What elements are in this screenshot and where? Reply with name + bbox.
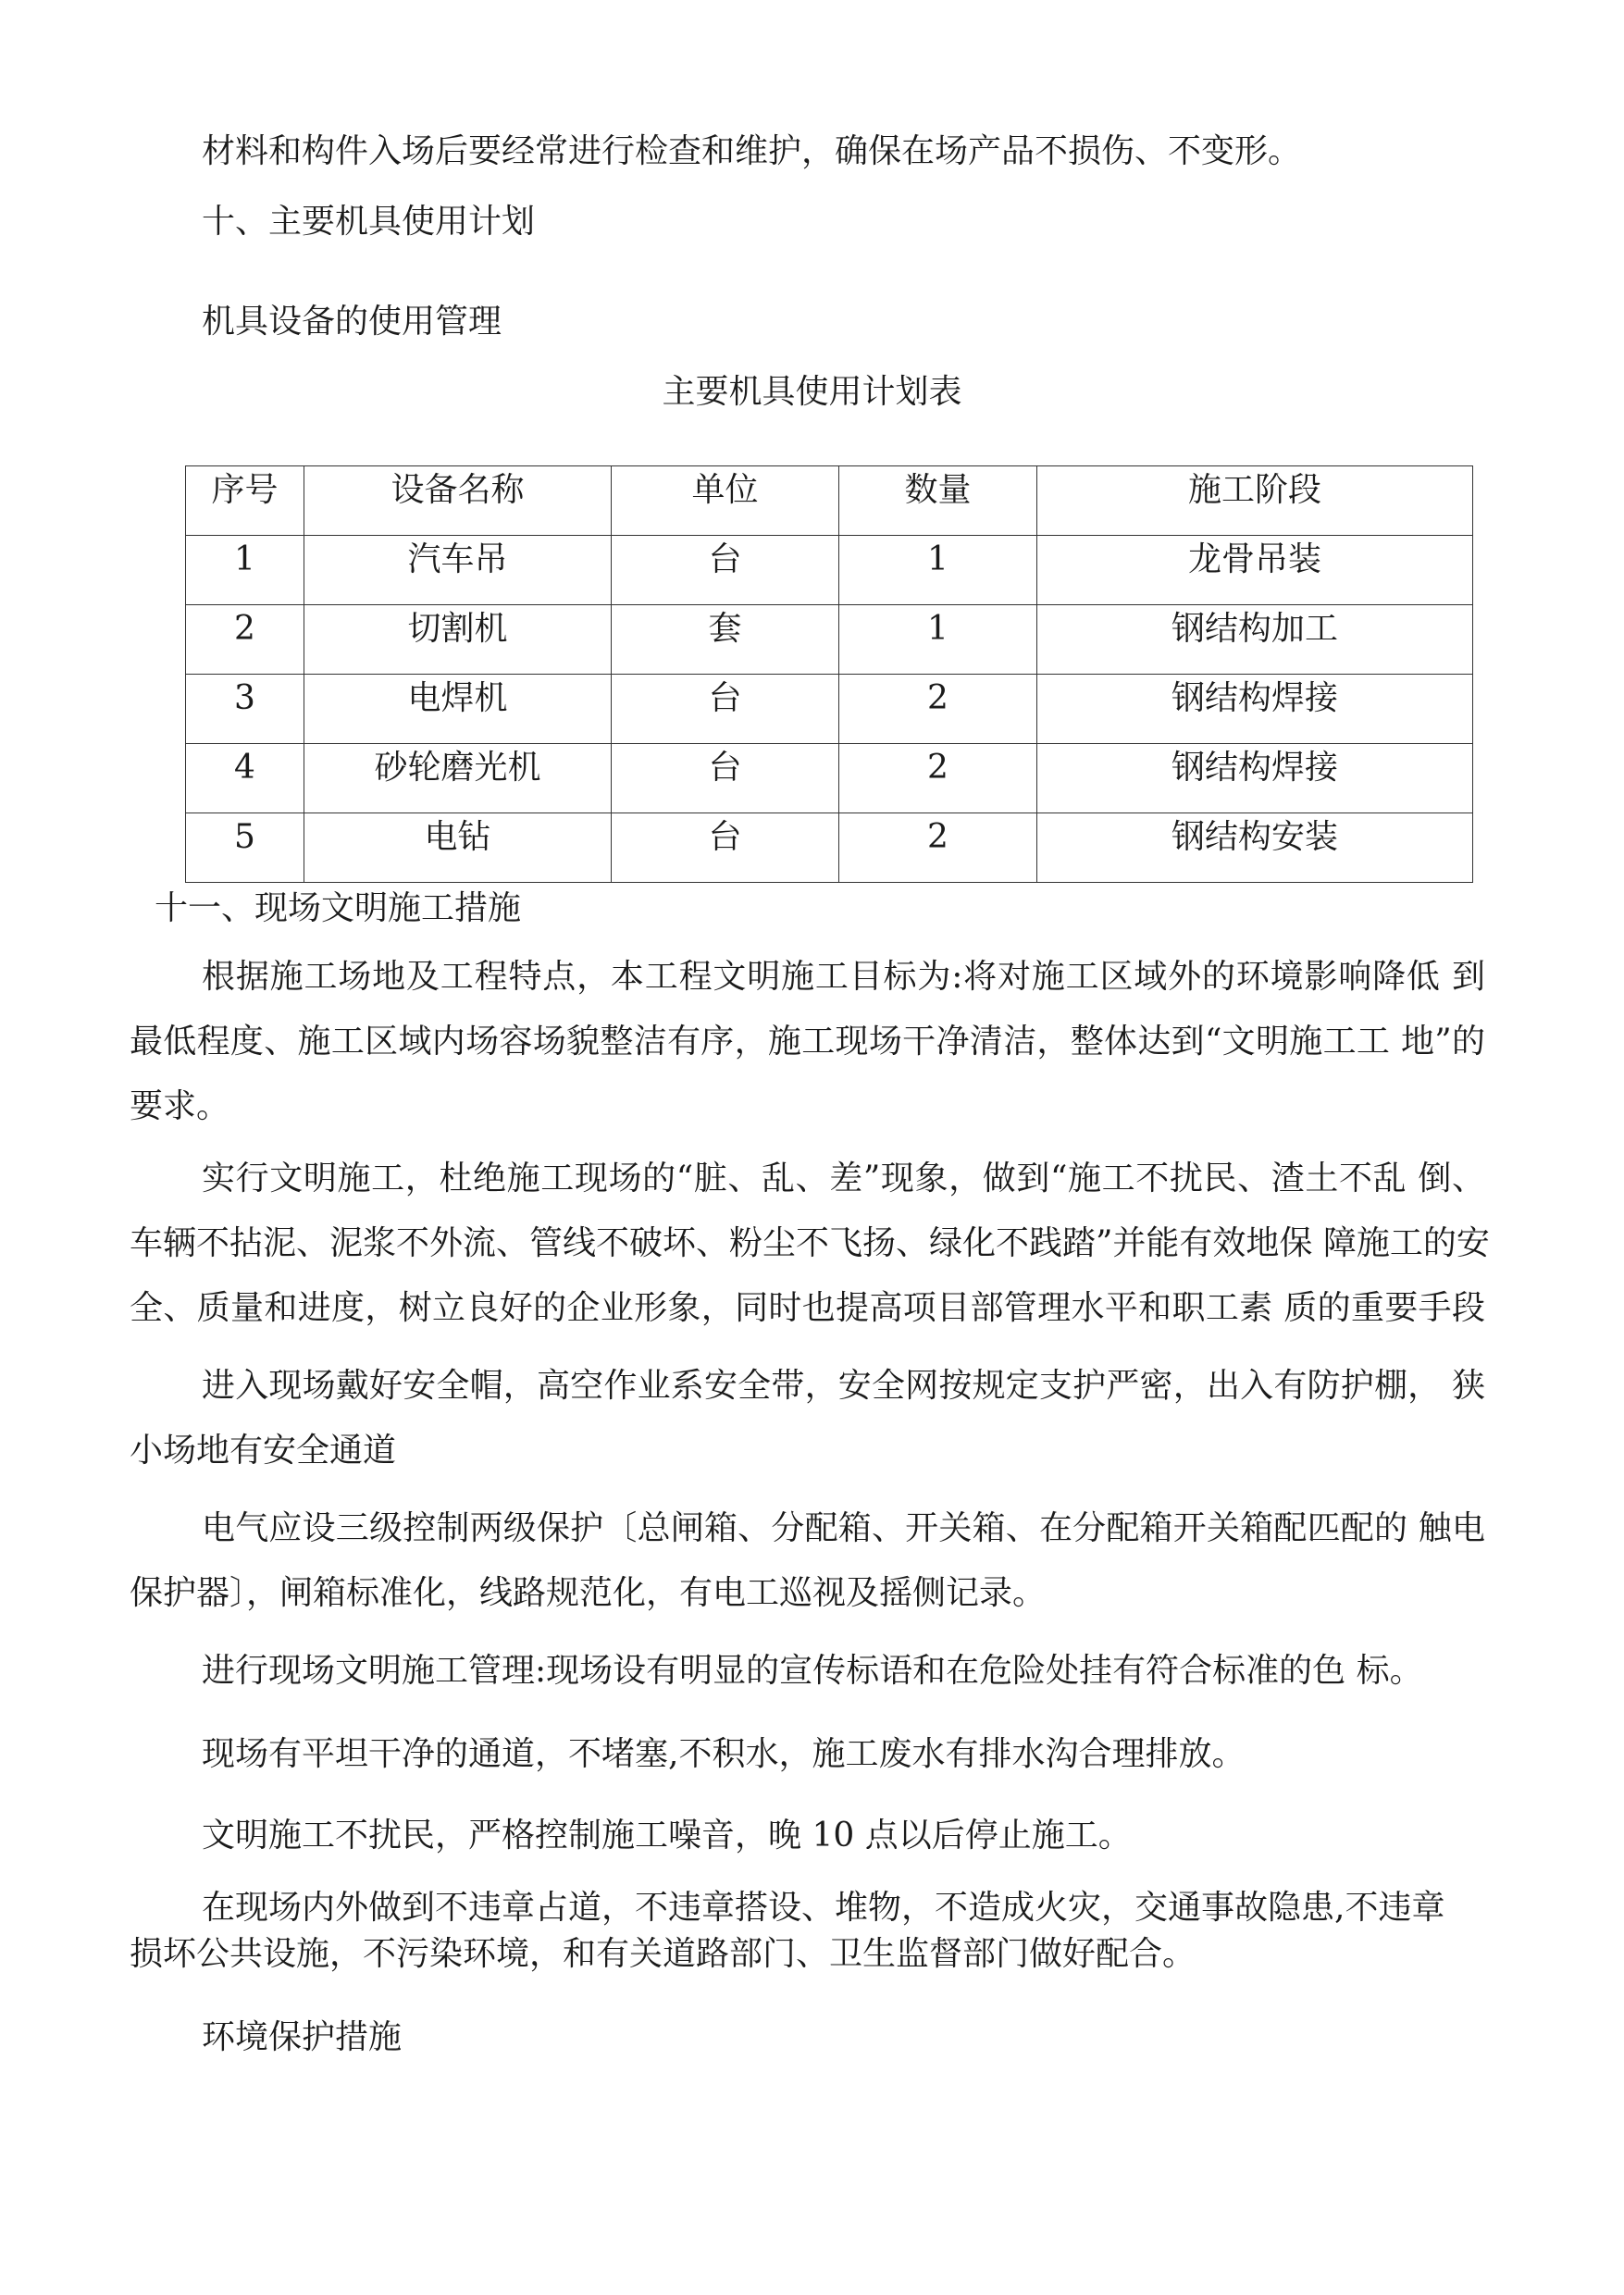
table-header-row (186, 466, 1473, 536)
table-cell: 汽车吊 (304, 536, 612, 605)
table-cell: 钢结构焊接 (1037, 675, 1473, 744)
paragraph-goal-line-2: 最低程度、施工区域内场容场貌整洁有序，施工现场干净清洁，整体达到“文明施工工 地”的 (130, 1023, 1485, 1061)
heading-section-10: 十、主要机具使用计划 (202, 203, 536, 241)
table-cell: 1 (839, 605, 1037, 675)
table-cell: 1 (839, 536, 1037, 605)
paragraph-civilized-line-1: 实行文明施工，杜绝施工现场的“脏、乱、差”现象，做到“施工不扰民、渣土不乱 倒、 (202, 1160, 1485, 1197)
paragraph-goal-line-3: 要求。 (130, 1087, 230, 1125)
heading-section-11: 十一、现场文明施工措施 (155, 889, 522, 927)
subheading-equipment-management: 机具设备的使用管理 (202, 303, 502, 341)
paragraph-materials: 材料和构件入场后要经常进行检查和维护，确保在场产品不损伤、不变形。 (202, 132, 1302, 170)
paragraph-noise-control: 文明施工不扰民，严格控制施工噪音，晚 10 点以后停止施工。 (202, 1817, 1132, 1855)
table-cell: 钢结构焊接 (1037, 744, 1473, 813)
header-cell-quantity: 数量 (839, 466, 1037, 536)
table-row (186, 605, 1473, 675)
table-cell: 切割机 (304, 605, 612, 675)
paragraph-electrical-line-1: 电气应设三级控制两级保护〔总闸箱、分配箱、开关箱、在分配箱开关箱配匹配的 触电 (202, 1509, 1485, 1547)
table-cell: 3 (186, 675, 304, 744)
table-cell: 2 (839, 744, 1037, 813)
paragraph-goal-line-1: 根据施工场地及工程特点，本工程文明施工目标为:将对施工区域外的环境影响降低 到 (202, 958, 1485, 996)
table-cell: 2 (186, 605, 304, 675)
paragraph-clean-passage: 现场有平坦干净的通道，不堵塞,不积水，施工废水有排水沟合理排放。 (202, 1735, 1246, 1773)
paragraph-safety-line-2: 小场地有安全通道 (130, 1432, 397, 1470)
paragraph-electrical-line-2: 保护器〕，闸箱标准化，线路规范化，有电工巡视及摇侧记录。 (130, 1574, 1047, 1612)
table-cell: 5 (186, 813, 304, 883)
paragraph-public-order-line-1: 在现场内外做到不违章占道，不违章搭设、堆物，不造成火灾，交通事故隐患,不违章 (202, 1889, 1445, 1927)
table-cell: 套 (612, 605, 839, 675)
table-cell: 台 (612, 675, 839, 744)
table-cell: 1 (186, 536, 304, 605)
table-cell: 钢结构安装 (1037, 813, 1473, 883)
table-cell: 电焊机 (304, 675, 612, 744)
table-cell: 2 (839, 813, 1037, 883)
header-cell-index: 序号 (186, 466, 304, 536)
table-cell: 龙骨吊装 (1037, 536, 1473, 605)
table-row (186, 536, 1473, 605)
table-cell: 砂轮磨光机 (304, 744, 612, 813)
equipment-table (185, 465, 1473, 883)
table-title: 主要机具使用计划表 (662, 373, 962, 411)
table-row (186, 675, 1473, 744)
header-cell-stage: 施工阶段 (1037, 466, 1473, 536)
table-row (186, 744, 1473, 813)
header-cell-unit: 单位 (612, 466, 839, 536)
paragraph-public-order-line-2: 损坏公共设施，不污染环境，和有关道路部门、卫生监督部门做好配合。 (130, 1935, 1196, 1973)
table-cell: 台 (612, 536, 839, 605)
table-cell: 台 (612, 813, 839, 883)
table-cell: 电钻 (304, 813, 612, 883)
paragraph-civilized-line-2: 车辆不拈泥、泥浆不外流、管线不破坏、粉尘不飞扬、绿化不践踏”并能有效地保 障施工的安 (130, 1224, 1490, 1262)
header-cell-equipment-name: 设备名称 (304, 466, 612, 536)
paragraph-civilized-line-3: 全、质量和进度，树立良好的企业形象，同时也提高项目部管理水平和职工素 质的重要手段 (130, 1289, 1485, 1327)
table-cell: 2 (839, 675, 1037, 744)
paragraph-site-management: 进行现场文明施工管理:现场设有明显的宣传标语和在危险处挂有符合标准的色 标。 (202, 1652, 1423, 1690)
table-row (186, 813, 1473, 883)
table-cell: 台 (612, 744, 839, 813)
paragraph-safety-line-1: 进入现场戴好安全帽，高空作业系安全带，安全网按规定支护严密，出入有防护棚， 狭 (202, 1367, 1485, 1405)
table-cell: 4 (186, 744, 304, 813)
subheading-environmental-protection: 环境保护措施 (202, 2018, 403, 2056)
table-cell: 钢结构加工 (1037, 605, 1473, 675)
